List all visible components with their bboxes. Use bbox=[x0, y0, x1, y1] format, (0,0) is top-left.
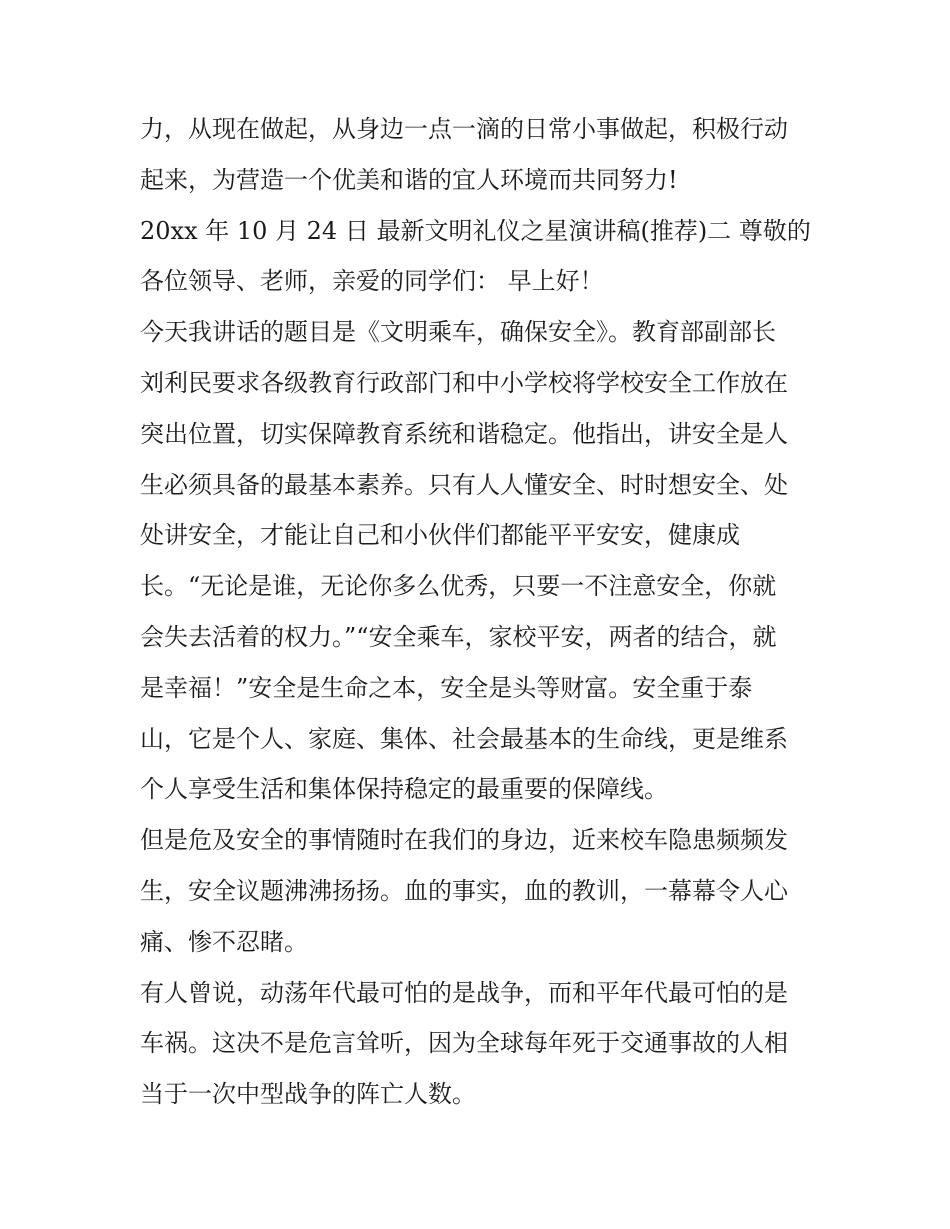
text-line-19: 车祸。这决不是危言耸听，因为全球每年死于交通事故的人相 bbox=[140, 1029, 788, 1058]
text-line-14: 个人享受生活和集体保持稳定的最重要的保障线。 bbox=[140, 775, 668, 804]
text-line-12: 是幸福！”安全是生命之本，安全是头等财富。安全重于泰 bbox=[140, 673, 753, 702]
text-line-11: 会失去活着的权力。”“安全乘车，家校平安，两者的结合，就 bbox=[140, 622, 777, 651]
text-line-18: 有人曾说，动荡年代最可怕的是战争，而和平年代最可怕的是 bbox=[140, 978, 788, 1007]
text-line-8: 生必须具备的最基本素养。只有人人懂安全、时时想安全、处 bbox=[140, 470, 788, 499]
text-line-17: 痛、惨不忍睹。 bbox=[140, 927, 308, 956]
text-line-20: 当于一次中型战争的阵亡人数。 bbox=[140, 1080, 476, 1109]
text-line-13: 山，它是个人、家庭、集体、社会最基本的生命线，更是维系 bbox=[140, 724, 788, 753]
text-line-16: 生，安全议题沸沸扬扬。血的事实，血的教训，一幕幕令人心 bbox=[140, 876, 788, 905]
document-body bbox=[140, 104, 820, 1120]
text-line-3: 20xx 年 10 月 24 日 最新文明礼仪之星演讲稿(推荐)二 尊敬的 bbox=[140, 216, 811, 245]
text-line-7: 突出位置，切实保障教育系统和谐稳定。他指出，讲安全是人 bbox=[140, 419, 788, 448]
text-line-6: 刘利民要求各级教育行政部门和中小学校将学校安全工作放在 bbox=[140, 368, 788, 397]
text-line-2: 起来，为营造一个优美和谐的宜人环境而共同努力! bbox=[140, 165, 678, 194]
text-line-15: 但是危及安全的事情随时在我们的身边，近来校车隐患频频发 bbox=[140, 826, 788, 855]
text-line-10: 长。“无论是谁，无论你多么优秀，只要一不注意安全，你就 bbox=[140, 572, 777, 601]
text-line-5: 今天我讲话的题目是《文明乘车，确保安全》。教育部副部长 bbox=[140, 318, 776, 347]
text-line-1: 力，从现在做起，从身边一点一滴的日常小事做起，积极行动 bbox=[140, 115, 788, 143]
text-line-4: 各位领导、老师，亲爱的同学们： 早上好！ bbox=[140, 267, 604, 296]
text-line-9: 处讲安全，才能让自己和小伙伴们都能平平安安，健康成 bbox=[140, 521, 740, 550]
